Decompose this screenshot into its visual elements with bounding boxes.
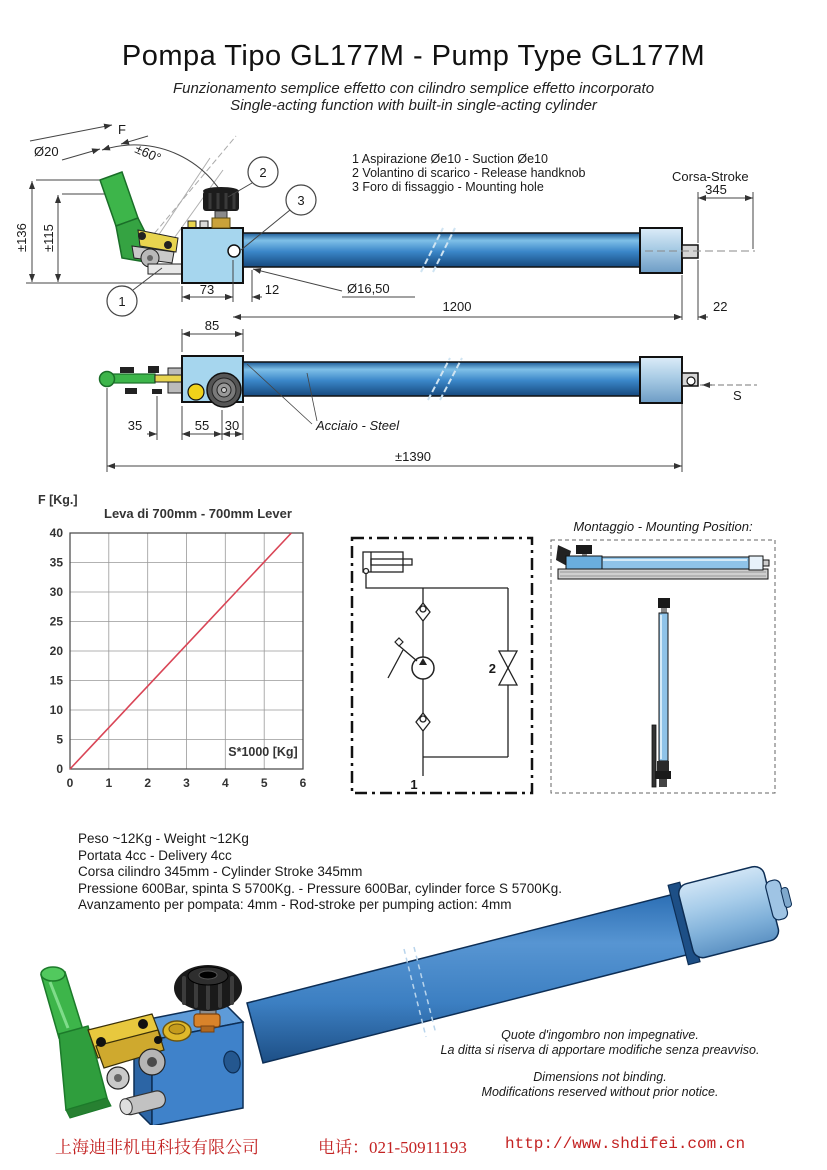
check-valve-top xyxy=(416,603,430,621)
svg-text:20: 20 xyxy=(49,644,63,658)
svg-text:40: 40 xyxy=(49,526,63,540)
disclaimer-en-1: Dimensions not binding. xyxy=(533,1070,667,1084)
render-brass-plug xyxy=(163,1021,191,1041)
svg-text:2: 2 xyxy=(144,776,152,790)
svg-text:35: 35 xyxy=(49,555,63,570)
height-min-label: ±115 xyxy=(41,224,56,252)
schematic-border xyxy=(352,538,532,793)
cylinder-symbol xyxy=(363,552,412,574)
hydraulic-schematic xyxy=(345,530,540,800)
handle-ball xyxy=(100,372,115,387)
svg-text:5: 5 xyxy=(260,776,268,790)
disclaimer-it-2: La ditta si riserva di apportare modifiche senza preavviso. xyxy=(440,1043,760,1057)
dim-30: 30 xyxy=(224,418,240,433)
dim-22: 22 xyxy=(713,299,728,314)
disclaimer xyxy=(420,1028,780,1112)
mounting-title: Montaggio - Mounting Position: xyxy=(573,519,753,534)
chart-title: Leva di 700mm - 700mm Lever xyxy=(104,506,292,521)
legend-line-3: 3 Foro di fissaggio - Mounting hole xyxy=(352,180,544,194)
callout-2-label: 2 xyxy=(259,165,267,180)
material-note-label: Acciaio - Steel xyxy=(316,418,400,433)
hand-pump-symbol xyxy=(388,638,434,679)
lever-plan xyxy=(100,366,184,394)
disclaimer-en-2: Modifications reserved without prior notice. xyxy=(481,1085,719,1099)
handle-diameter-dim xyxy=(34,136,148,160)
spec-pressure: Pressione 600Bar, spinta S 5700Kg. - Pressure 600Bar, cylinder force S 5700Kg. xyxy=(78,880,563,896)
force-label: F xyxy=(118,122,126,137)
svg-text:1: 1 xyxy=(105,776,113,790)
mounting-horizontal-pump xyxy=(556,545,769,579)
mounting-hole xyxy=(228,245,240,257)
technical-drawing-plan-view xyxy=(0,315,827,480)
release-valve-number: 2 xyxy=(488,661,496,676)
footer-company: 上海迪非机电科技有限公司 xyxy=(55,1138,259,1157)
technical-drawing-top-view xyxy=(0,110,827,320)
footer-phone: 电话：021-50911193 xyxy=(318,1138,467,1157)
force-arrow xyxy=(30,122,126,141)
release-knob-top-view xyxy=(207,373,241,407)
stroke-dim xyxy=(698,192,753,249)
svg-text:25: 25 xyxy=(49,614,63,629)
dim-73: 73 xyxy=(199,282,215,297)
mounting-vertical-pump xyxy=(652,598,671,787)
rod-diameter-label: Ø16,50 xyxy=(347,281,390,296)
dim-1200: 1200 xyxy=(442,299,472,314)
subtitle-english: Single-acting function with built-in single-acting cylinder xyxy=(230,97,597,114)
subtitle-italian: Funzionamento semplice effetto con cilindro semplice effetto incorporato xyxy=(172,80,655,97)
footer-website: http://www.shdifei.com.cn xyxy=(505,1135,746,1153)
handle-diameter-label: Ø20 xyxy=(34,144,59,159)
svg-text:6: 6 xyxy=(299,776,307,790)
svg-text:3: 3 xyxy=(183,776,190,790)
thrust-direction-label: S xyxy=(733,388,742,403)
height-max-label: ±136 xyxy=(14,223,29,252)
spec-weight: Peso ~12Kg - Weight ~12Kg xyxy=(78,831,249,846)
svg-text:0: 0 xyxy=(66,776,74,790)
dim-85: 85 xyxy=(204,318,220,333)
spec-delivery: Portata 4cc - Delivery 4cc xyxy=(78,847,232,863)
legend-line-2: 2 Volantino di scarico - Release handknob xyxy=(352,166,586,180)
suction-port-number: 1 xyxy=(410,777,418,792)
cylinder-tube-plan xyxy=(243,357,757,403)
release-valve-symbol xyxy=(499,651,517,685)
svg-text:15: 15 xyxy=(49,673,63,688)
disclaimer-it-1: Quote d'ingombro non impegnative. xyxy=(501,1028,699,1042)
spec-stroke: Corsa cilindro 345mm - Cylinder Stroke 345mm xyxy=(78,864,363,879)
stroke-value: 345 xyxy=(705,182,727,197)
check-valve-bottom xyxy=(416,713,430,731)
callout-1-label: 1 xyxy=(118,294,126,309)
mounting-position-panel xyxy=(548,515,798,800)
dim-12: 12 xyxy=(264,282,280,297)
force-chart xyxy=(30,490,340,800)
svg-text:30: 30 xyxy=(49,585,63,599)
svg-text:4: 4 xyxy=(221,776,229,790)
callout-1 xyxy=(107,268,162,316)
dim-1390: ±1390 xyxy=(394,449,432,464)
chart-x-axis-label: S*1000 [Kg] xyxy=(228,745,298,759)
circuit-lines xyxy=(366,573,508,776)
chart-x-ticks xyxy=(67,776,307,790)
dim-35: 35 xyxy=(127,418,143,433)
cylinder-tube xyxy=(228,228,755,273)
dim-55: 55 xyxy=(194,418,210,433)
pump-lever xyxy=(100,172,192,274)
svg-text:5: 5 xyxy=(56,732,63,747)
callout-3-label: 3 xyxy=(297,193,305,208)
stroke-label: Corsa-Stroke xyxy=(672,169,749,184)
page-title: Pompa Tipo GL177M - Pump Type GL177M xyxy=(121,40,706,72)
chart-y-axis-label: F [Kg.] xyxy=(38,493,78,507)
svg-text:0: 0 xyxy=(56,762,63,776)
angle-dimension: ±60° xyxy=(132,141,164,166)
spec-advance: Avanzamento per pompata: 4mm - Rod-stroke per pumping action: 4mm xyxy=(78,897,512,912)
chart-y-ticks xyxy=(50,526,64,776)
chart-grid xyxy=(70,533,303,769)
svg-text:10: 10 xyxy=(49,703,63,717)
suction-port-plug xyxy=(188,384,204,400)
render-end-collar xyxy=(668,860,800,965)
legend-line-1: 1 Aspirazione Øe10 - Suction Øe10 xyxy=(352,152,548,166)
pump-body-plan xyxy=(182,356,243,407)
